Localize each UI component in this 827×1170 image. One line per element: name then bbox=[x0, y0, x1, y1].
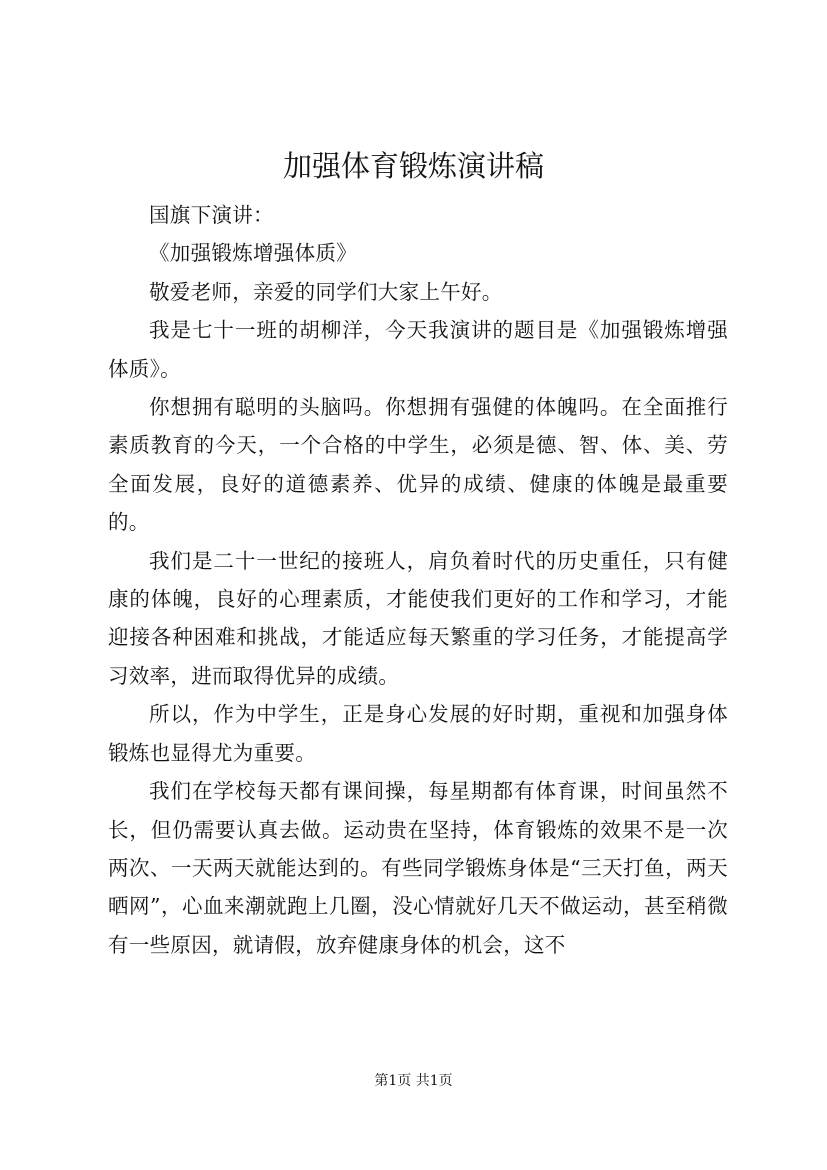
paragraph-body-1: 你想拥有聪明的头脑吗。你想拥有强健的体魄吗。在全面推行素质教育的今天，一个合格的中学生，必须是德、智、体、美、劳全面发展，良好的道德素养、优异的成绩、健康的体魄是最重要的。 bbox=[108, 395, 728, 535]
document-title: 加强体育锻炼演讲稿 bbox=[282, 149, 544, 183]
paragraph-introduction: 我是七十一班的胡柳洋，今天我演讲的题目是《加强锻炼增强体质》。 bbox=[108, 318, 728, 381]
page-number-footer: 第1页 共1页 bbox=[374, 1073, 453, 1089]
paragraph-greeting: 敬爱老师，亲爱的同学们大家上午好。 bbox=[149, 279, 503, 304]
paragraph-speech-type: 国旗下演讲： bbox=[149, 203, 274, 227]
paragraph-body-3: 所以，作为中学生，正是身心发展的好时期，重视和加强身体锻炼也显得尤为重要。 bbox=[108, 702, 728, 765]
paragraph-speech-title: 《加强锻炼增强体质》 bbox=[149, 241, 357, 266]
document-body bbox=[108, 196, 728, 964]
paragraph-body-2: 我们是二十一世纪的接班人，肩负着时代的历史重任，只有健康的体魄，良好的心理素质，才能使我们更好的工作和学习，才能迎接各种困难和挑战，才能适应每天繁重的学习任务，才能提高学习效率，进而取得优异的成绩。 bbox=[108, 548, 728, 688]
paragraph-body-4: 我们在学校每天都有课间操，每星期都有体育课，时间虽然不长，但仍需要认真去做。运动贵在坚持，体育锻炼的效果不是一次两次、一天两天就能达到的。有些同学锻炼身体是“三天打鱼，两天晒网”，心血来潮就跑上几圈，没心情就好几天不做运动，甚至稍微有一些原因，就请假，放弃健康身体的机会，这不 bbox=[108, 779, 728, 957]
